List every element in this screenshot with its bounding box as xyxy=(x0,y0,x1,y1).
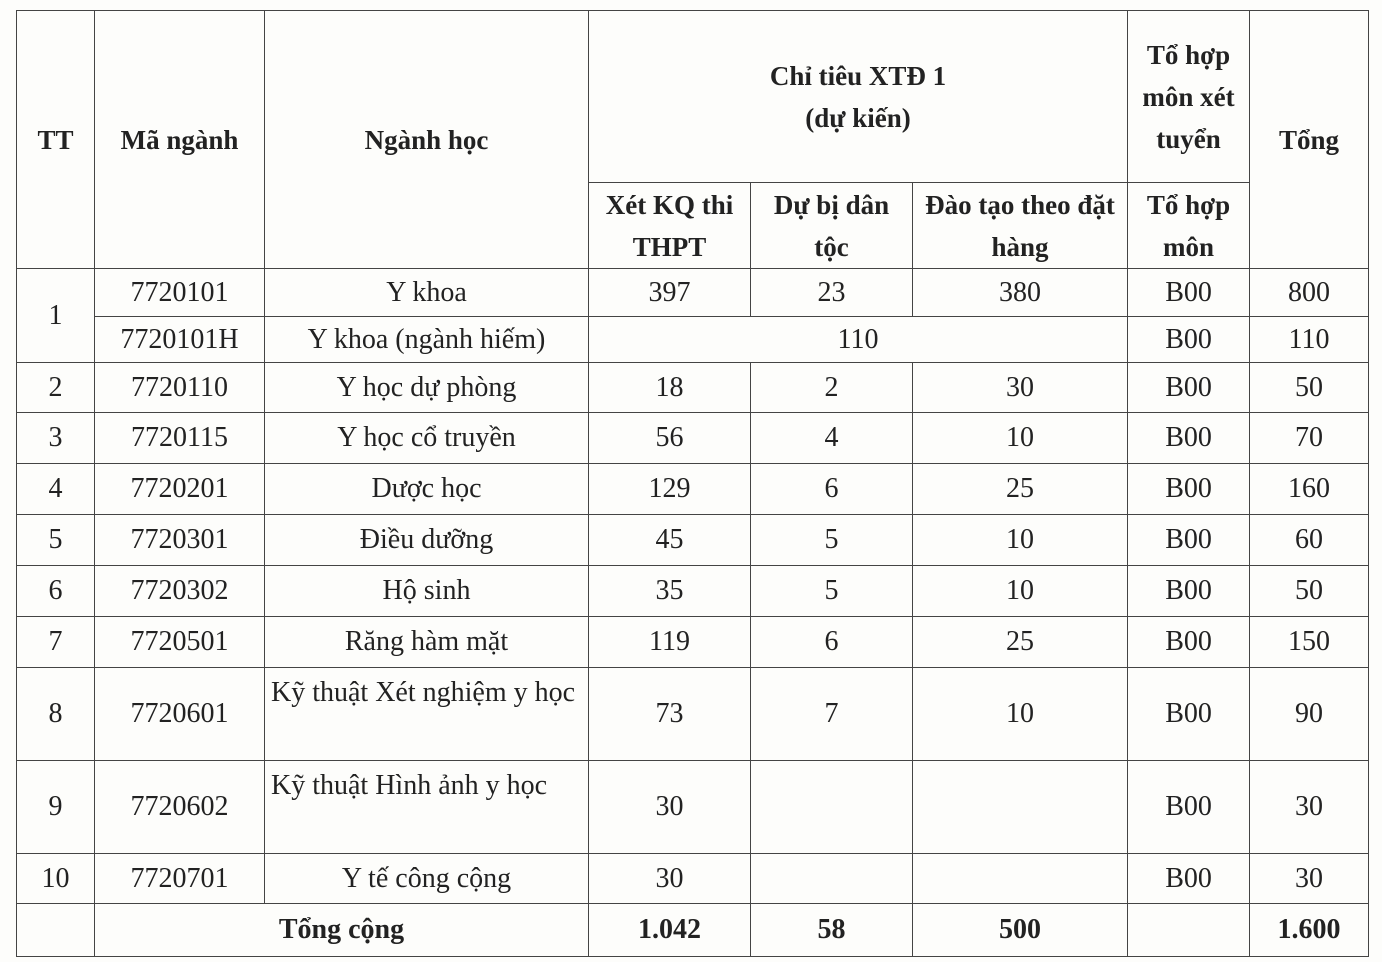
row-thpt: 45 xyxy=(589,515,751,566)
row-combo: B00 xyxy=(1128,668,1250,761)
table-row xyxy=(17,566,1369,617)
header-combo-group: Tổ hợp môn xét tuyển xyxy=(1128,11,1250,183)
row-major: Y tế công cộng xyxy=(265,854,589,904)
row-tt: 2 xyxy=(17,363,95,413)
row-reserve: 23 xyxy=(751,269,913,317)
row-code: 7720201 xyxy=(95,464,265,515)
row-combo: B00 xyxy=(1128,317,1250,363)
row-merged-quota: 110 xyxy=(589,317,1128,363)
header-sub-combo: Tổ hợp môn xyxy=(1128,183,1250,269)
row-order xyxy=(913,854,1128,904)
table-row xyxy=(17,269,1369,317)
row-order: 10 xyxy=(913,413,1128,464)
header-code: Mã ngành xyxy=(95,11,265,269)
row-thpt: 30 xyxy=(589,761,751,854)
row-major: Răng hàm mặt xyxy=(265,617,589,668)
header-tt: TT xyxy=(17,11,95,269)
row-reserve: 7 xyxy=(751,668,913,761)
row-code: 7720115 xyxy=(95,413,265,464)
row-major: Kỹ thuật Xét nghiệm y học xyxy=(265,668,589,761)
row-total: 110 xyxy=(1250,317,1369,363)
row-total: 50 xyxy=(1250,566,1369,617)
row-code: 7720501 xyxy=(95,617,265,668)
row-tt: 9 xyxy=(17,761,95,854)
row-reserve xyxy=(751,854,913,904)
summary-reserve: 58 xyxy=(751,904,913,957)
row-reserve: 4 xyxy=(751,413,913,464)
row-total: 30 xyxy=(1250,761,1369,854)
row-order: 380 xyxy=(913,269,1128,317)
row-total: 160 xyxy=(1250,464,1369,515)
row-tt: 3 xyxy=(17,413,95,464)
row-thpt: 56 xyxy=(589,413,751,464)
row-code: 7720602 xyxy=(95,761,265,854)
row-reserve: 5 xyxy=(751,515,913,566)
table-row xyxy=(17,668,1369,761)
header-sub-thpt: Xét KQ thi THPT xyxy=(589,183,751,269)
row-combo: B00 xyxy=(1128,464,1250,515)
row-major: Y học dự phòng xyxy=(265,363,589,413)
table-row xyxy=(17,464,1369,515)
row-reserve: 2 xyxy=(751,363,913,413)
row-reserve: 6 xyxy=(751,617,913,668)
header-major: Ngành học xyxy=(265,11,589,269)
row-tt: 6 xyxy=(17,566,95,617)
table-row xyxy=(17,761,1369,854)
row-combo: B00 xyxy=(1128,617,1250,668)
row-tt: 5 xyxy=(17,515,95,566)
summary-row xyxy=(17,904,1369,957)
row-major: Kỹ thuật Hình ảnh y học xyxy=(265,761,589,854)
summary-order: 500 xyxy=(913,904,1128,957)
header-row-top xyxy=(17,11,1369,183)
row-code: 7720302 xyxy=(95,566,265,617)
row-thpt: 397 xyxy=(589,269,751,317)
header-quota xyxy=(589,11,1128,183)
summary-tt xyxy=(17,904,95,957)
summary-combo xyxy=(1128,904,1250,957)
row-thpt: 35 xyxy=(589,566,751,617)
row-order: 25 xyxy=(913,464,1128,515)
table-row xyxy=(17,317,1369,363)
header-quota-note: (dự kiến) xyxy=(805,102,911,133)
row-code: 7720601 xyxy=(95,668,265,761)
row-total: 60 xyxy=(1250,515,1369,566)
table-row xyxy=(17,515,1369,566)
row-order xyxy=(913,761,1128,854)
row-total: 70 xyxy=(1250,413,1369,464)
row-major: Điều dưỡng xyxy=(265,515,589,566)
header-total: Tổng xyxy=(1250,11,1369,269)
row-reserve xyxy=(751,761,913,854)
admissions-quota-table xyxy=(16,10,1369,957)
row-code: 7720101H xyxy=(95,317,265,363)
row-reserve: 6 xyxy=(751,464,913,515)
row-code: 7720110 xyxy=(95,363,265,413)
row-total: 50 xyxy=(1250,363,1369,413)
header-sub-order: Đào tạo theo đặt hàng xyxy=(913,183,1128,269)
table-row xyxy=(17,413,1369,464)
row-major: Y học cổ truyền xyxy=(265,413,589,464)
row-combo: B00 xyxy=(1128,566,1250,617)
table-row xyxy=(17,854,1369,904)
row-tt: 7 xyxy=(17,617,95,668)
row-total: 30 xyxy=(1250,854,1369,904)
row-order: 10 xyxy=(913,566,1128,617)
row-major: Y khoa xyxy=(265,269,589,317)
summary-thpt: 1.042 xyxy=(589,904,751,957)
row-combo: B00 xyxy=(1128,269,1250,317)
row-thpt: 129 xyxy=(589,464,751,515)
row-major: Y khoa (ngành hiếm) xyxy=(265,317,589,363)
header-quota-title: Chỉ tiêu XTĐ 1 xyxy=(769,60,947,91)
row-tt: 1 xyxy=(17,269,95,363)
row-code: 7720301 xyxy=(95,515,265,566)
summary-label: Tổng cộng xyxy=(95,904,589,957)
row-code: 7720101 xyxy=(95,269,265,317)
row-order: 10 xyxy=(913,668,1128,761)
row-total: 150 xyxy=(1250,617,1369,668)
row-total: 800 xyxy=(1250,269,1369,317)
row-combo: B00 xyxy=(1128,515,1250,566)
row-reserve: 5 xyxy=(751,566,913,617)
row-order: 30 xyxy=(913,363,1128,413)
row-code: 7720701 xyxy=(95,854,265,904)
summary-total: 1.600 xyxy=(1250,904,1369,957)
table-row xyxy=(17,363,1369,413)
row-combo: B00 xyxy=(1128,854,1250,904)
row-order: 25 xyxy=(913,617,1128,668)
row-major: Hộ sinh xyxy=(265,566,589,617)
row-thpt: 30 xyxy=(589,854,751,904)
row-total: 90 xyxy=(1250,668,1369,761)
row-thpt: 119 xyxy=(589,617,751,668)
row-combo: B00 xyxy=(1128,413,1250,464)
row-tt: 4 xyxy=(17,464,95,515)
header-sub-reserve: Dự bị dân tộc xyxy=(751,183,913,269)
row-major: Dược học xyxy=(265,464,589,515)
row-thpt: 18 xyxy=(589,363,751,413)
row-combo: B00 xyxy=(1128,363,1250,413)
row-tt: 10 xyxy=(17,854,95,904)
row-combo: B00 xyxy=(1128,761,1250,854)
row-order: 10 xyxy=(913,515,1128,566)
row-thpt: 73 xyxy=(589,668,751,761)
row-tt: 8 xyxy=(17,668,95,761)
table-row xyxy=(17,617,1369,668)
